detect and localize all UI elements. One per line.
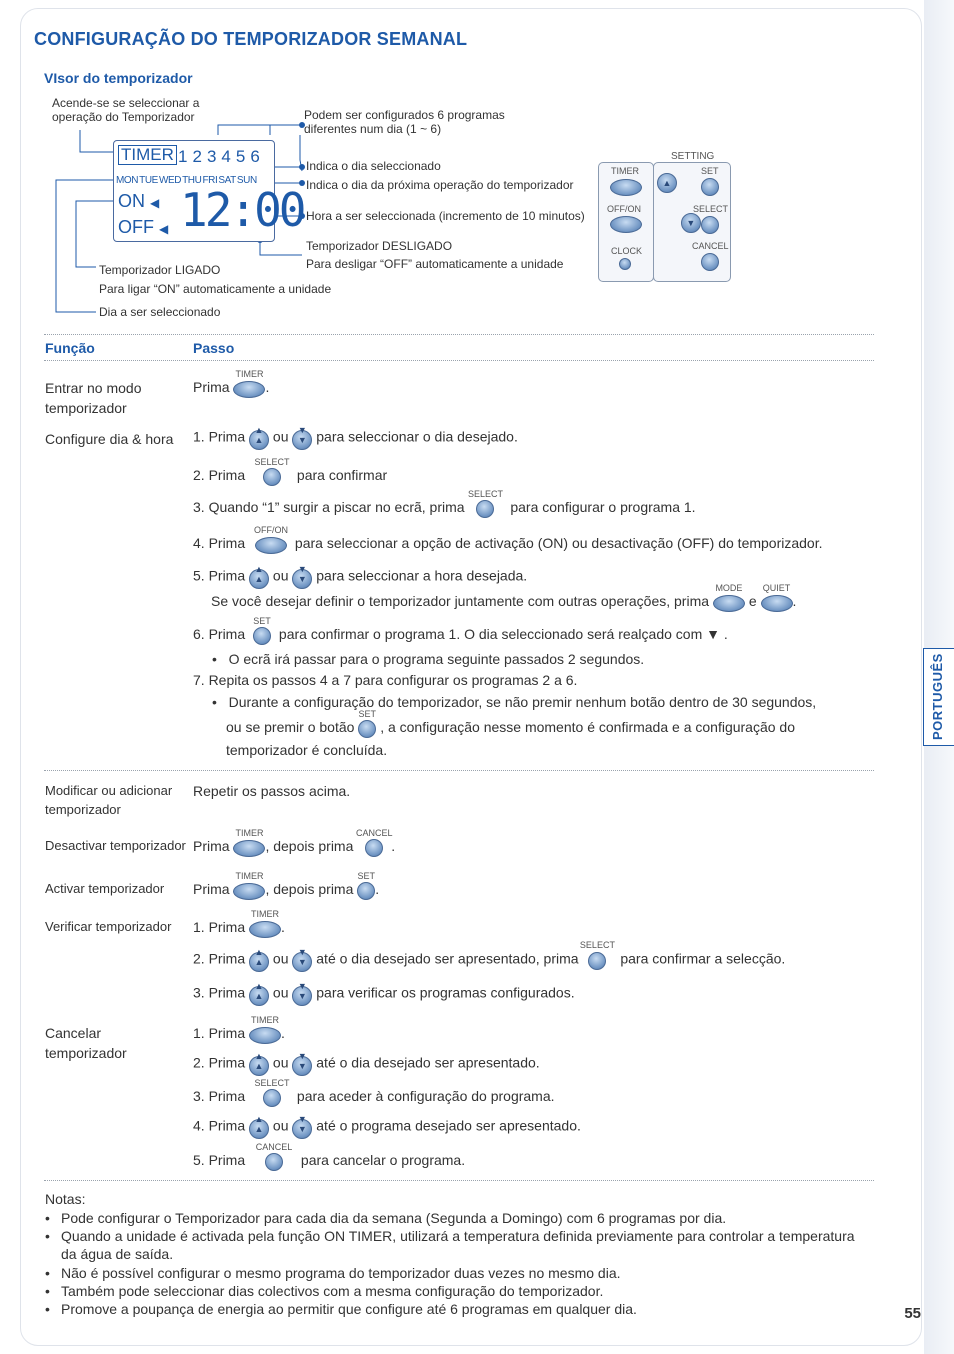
select-label: SELECT bbox=[579, 940, 615, 951]
down-button[interactable] bbox=[292, 1114, 312, 1139]
callout-on-desc: Para ligar “ON” automaticamente a unidade bbox=[99, 282, 332, 296]
step-text: 1. Prima bbox=[193, 428, 246, 445]
note-item: • Não é possível configurar o mesmo programa do temporizador duas vezes no mesmo dia. bbox=[45, 1264, 855, 1282]
note-text: Pode configurar o Temporizador para cada dia da semana (Segunda a Domingo) com 6 programas por dia. bbox=[61, 1210, 727, 1226]
callout-timer-operation: Acende-se se seleccionar a operação do Temporizador bbox=[52, 96, 200, 124]
step-text: , depois prima bbox=[265, 838, 354, 854]
step-text: , depois prima bbox=[265, 881, 354, 897]
set-button[interactable] bbox=[357, 870, 376, 900]
set-label: SET bbox=[357, 870, 376, 881]
lcd-day: FRI bbox=[202, 175, 218, 186]
timer-label: TIMER bbox=[251, 908, 280, 919]
step-text: 3. Quando “1” surgir a piscar no ecrã, prima bbox=[193, 499, 465, 515]
down-arrow-icon: ▼ bbox=[297, 947, 307, 957]
step-config-5 bbox=[193, 565, 527, 589]
remote-cancel-button[interactable] bbox=[701, 253, 719, 271]
up-arrow-icon: ▲ bbox=[254, 564, 264, 574]
step-cancel-4 bbox=[193, 1115, 581, 1139]
lcd-on-label bbox=[118, 191, 159, 212]
cancel-label: CANCEL bbox=[255, 1141, 293, 1152]
remote-right-panel bbox=[653, 162, 731, 282]
callout-hour: Hora a ser seleccionada (incremento de 10 minutos) bbox=[306, 209, 585, 223]
select-button[interactable] bbox=[254, 456, 290, 486]
lcd-time: 12:00 bbox=[180, 183, 304, 237]
divider bbox=[44, 1180, 874, 1181]
step-cancel-3 bbox=[193, 1077, 555, 1107]
note-text: Quando a unidade é activada pela função ON TIMER, utilizará a temperatura definida previamente para controlar a temperatura da água de saída. bbox=[61, 1228, 855, 1262]
lcd-timer-label: TIMER bbox=[118, 145, 177, 165]
select-label: SELECT bbox=[254, 456, 290, 467]
lcd-display bbox=[113, 140, 304, 242]
down-arrow-icon: ▼ bbox=[297, 435, 307, 445]
lcd-off-arrow-icon: ◀ bbox=[159, 222, 169, 236]
set-button[interactable] bbox=[358, 708, 377, 738]
step-text: 3. Prima bbox=[193, 1088, 246, 1104]
language-label: PORTUGUÊS bbox=[930, 653, 945, 741]
step-text: para seleccionar a opção de activação (ON) ou desactivação (OFF) do temporizador. bbox=[294, 535, 823, 551]
quiet-button-icon bbox=[761, 595, 793, 612]
quiet-label: QUIET bbox=[762, 582, 791, 593]
step-text: ou bbox=[272, 1054, 289, 1071]
callout-next-day: Indica o dia da próxima operação do temporizador bbox=[306, 178, 574, 192]
fn-enter: Entrar no modo temporizador bbox=[45, 380, 142, 416]
timer-label: TIMER bbox=[251, 1014, 280, 1025]
step-config-7: 7. Repita os passos 4 a 7 para configurar os programas 2 a 6. bbox=[193, 672, 578, 688]
step-text: . bbox=[792, 593, 797, 609]
step-text: 1. Prima bbox=[193, 1025, 246, 1041]
note-item: • Quando a unidade é activada pela função ON TIMER, utilizará a temperatura definida previamente para controlar a temperatura da água de saída. bbox=[45, 1228, 855, 1262]
callout-programs: Podem ser configurados 6 programas diferentes num dia (1 ~ 6) bbox=[304, 108, 505, 136]
step-text: ou bbox=[272, 950, 289, 967]
lcd-on-text: ON bbox=[118, 191, 145, 211]
step-config-1 bbox=[193, 426, 518, 450]
lcd-day: SAT bbox=[218, 175, 236, 186]
step-config-7-bullet-3: temporizador é concluída. bbox=[226, 742, 388, 758]
lcd-off-label bbox=[118, 217, 168, 238]
offon-button[interactable] bbox=[254, 524, 289, 554]
down-arrow-icon: ▼ bbox=[297, 425, 307, 435]
timer-label: TIMER bbox=[235, 368, 264, 379]
cancel-label: CANCEL bbox=[356, 827, 393, 838]
step-config-7-bullet-2 bbox=[226, 708, 795, 738]
set-label: SET bbox=[358, 708, 377, 719]
step-text: 3. Prima bbox=[193, 984, 246, 1001]
timer-button-icon bbox=[233, 883, 265, 900]
select-label: SELECT bbox=[254, 1077, 290, 1088]
step-text: 2. Prima bbox=[193, 950, 246, 967]
step-text: ou bbox=[272, 1117, 289, 1134]
step-text: para aceder à configuração do programa. bbox=[296, 1088, 555, 1104]
down-arrow-icon: ▼ bbox=[297, 564, 307, 574]
step-modify-1: Repetir os passos acima. bbox=[193, 783, 351, 799]
note-item: • Também pode seleccionar dias colectivos com a mesma configuração do temporizador. bbox=[45, 1282, 855, 1300]
step-text: 4. Prima bbox=[193, 535, 246, 551]
step-text: 5. Prima bbox=[193, 567, 246, 584]
step-text: para verificar os programas configurados. bbox=[316, 984, 575, 1001]
up-arrow-icon: ▲ bbox=[254, 981, 264, 991]
cancel-button[interactable] bbox=[255, 1141, 293, 1171]
step-text: . bbox=[281, 919, 285, 935]
step-verify-3 bbox=[193, 982, 575, 1006]
step-text: . bbox=[281, 1025, 285, 1041]
col-function-header: Função bbox=[45, 340, 95, 356]
remote-select-label: SELECT bbox=[693, 204, 729, 214]
lcd-day: WED bbox=[158, 175, 182, 186]
up-arrow-icon: ▲ bbox=[254, 574, 264, 584]
fn-deactivate: Desactivar temporizador bbox=[45, 838, 186, 853]
step-verify-2 bbox=[193, 940, 786, 972]
step-config-4 bbox=[193, 524, 823, 554]
up-button[interactable] bbox=[249, 564, 269, 589]
step-text: para confirmar bbox=[296, 467, 388, 483]
fn-config: Configure dia & hora bbox=[45, 431, 174, 447]
down-arrow-icon: ▼ bbox=[297, 574, 307, 584]
divider bbox=[44, 770, 874, 771]
remote-clock-button[interactable] bbox=[619, 258, 631, 270]
step-text: . bbox=[265, 379, 270, 395]
fn-activate: Activar temporizador bbox=[45, 881, 165, 896]
fn-modify: Modificar ou adicionar temporizador bbox=[45, 783, 173, 817]
notes-heading: Notas: bbox=[45, 1191, 86, 1207]
step-text: 4. Prima bbox=[193, 1117, 246, 1134]
set-button[interactable] bbox=[253, 615, 271, 645]
step-enter-1 bbox=[193, 368, 270, 398]
timer-button[interactable] bbox=[233, 870, 265, 900]
set-label: SET bbox=[253, 615, 271, 626]
quiet-button[interactable] bbox=[761, 582, 793, 612]
step-text: para seleccionar o dia desejado. bbox=[316, 428, 518, 445]
offon-label: OFF/ON bbox=[254, 524, 289, 535]
timer-button-icon bbox=[249, 1027, 281, 1044]
step-text: e bbox=[748, 593, 757, 609]
up-arrow-icon: ▲ bbox=[254, 435, 264, 445]
step-text: 5. Prima bbox=[193, 1152, 246, 1168]
step-text: Se você desejar definir o temporizador juntamente com outras operações, prima bbox=[211, 593, 710, 609]
lcd-program-number: 6 bbox=[250, 147, 262, 166]
mode-label: MODE bbox=[715, 582, 743, 593]
callout-off-desc: Para desligar “OFF” automaticamente a unidade bbox=[306, 257, 564, 271]
remote-offon-button[interactable] bbox=[610, 216, 642, 233]
step-cancel-2 bbox=[193, 1052, 540, 1076]
lcd-day: THU bbox=[182, 175, 202, 186]
remote-select-button[interactable] bbox=[701, 216, 719, 234]
timer-button[interactable] bbox=[249, 1014, 281, 1044]
timer-button[interactable] bbox=[233, 368, 265, 398]
timer-button-icon bbox=[233, 840, 265, 857]
remote-timer-button[interactable] bbox=[610, 179, 642, 196]
remote-down-button[interactable] bbox=[681, 213, 701, 233]
step-cancel-1 bbox=[193, 1014, 285, 1044]
up-arrow-icon: ▲ bbox=[254, 957, 264, 967]
up-button[interactable] bbox=[249, 425, 269, 450]
page-number: 55 bbox=[904, 1305, 921, 1322]
remote-left-panel bbox=[598, 162, 654, 282]
down-button[interactable] bbox=[292, 425, 312, 450]
down-button[interactable] bbox=[292, 981, 312, 1006]
step-text: , a configuração nesse momento é confirmada e a configuração do bbox=[380, 719, 795, 735]
step-config-3 bbox=[193, 488, 696, 518]
remote-timer-label: TIMER bbox=[611, 166, 639, 176]
remote-set-button[interactable] bbox=[701, 178, 719, 196]
step-config-5-extra bbox=[211, 582, 797, 612]
step-text: para confirmar a selecção. bbox=[620, 950, 786, 967]
down-arrow-icon: ▼ bbox=[297, 1061, 307, 1071]
lcd-program-numbers bbox=[178, 147, 265, 167]
up-arrow-icon: ▲ bbox=[254, 1114, 264, 1124]
step-activate-1 bbox=[193, 870, 380, 900]
lcd-program-number: 1 bbox=[178, 147, 190, 166]
down-arrow-icon: ▼ bbox=[297, 957, 307, 967]
up-button[interactable] bbox=[249, 981, 269, 1006]
select-button[interactable] bbox=[467, 488, 503, 518]
step-text: Prima bbox=[193, 379, 230, 395]
up-button[interactable] bbox=[249, 947, 269, 972]
step-text: Prima bbox=[193, 881, 230, 897]
cancel-button[interactable] bbox=[356, 827, 393, 857]
step-text: até o dia desejado ser apresentado. bbox=[316, 1054, 540, 1071]
callout-on-title: Temporizador LIGADO bbox=[99, 263, 221, 277]
step-text: 2. Prima bbox=[193, 467, 246, 483]
timer-button-icon bbox=[249, 921, 281, 938]
offon-button-icon bbox=[255, 537, 287, 554]
down-arrow-icon: ▼ bbox=[297, 1051, 307, 1061]
step-text: Durante a configuração do temporizador, se não premir nenhum botão dentro de 30 segundos, bbox=[228, 694, 817, 710]
step-text: para confirmar o programa 1. O dia seleccionado será realçado com ▼ . bbox=[278, 626, 728, 642]
lcd-off-text: OFF bbox=[118, 217, 154, 237]
step-text: ou bbox=[272, 984, 289, 1001]
mode-button[interactable] bbox=[713, 582, 745, 612]
up-button[interactable] bbox=[249, 1114, 269, 1139]
step-text: ou bbox=[272, 567, 289, 584]
page-title: CONFIGURAÇÃO DO TEMPORIZADOR SEMANAL bbox=[34, 29, 468, 49]
remote-offon-label: OFF/ON bbox=[607, 204, 641, 214]
lcd-on-arrow-icon: ◀ bbox=[150, 196, 160, 210]
timer-button[interactable] bbox=[249, 908, 281, 938]
down-arrow-icon: ▼ bbox=[297, 981, 307, 991]
fn-cancel: Cancelar temporizador bbox=[45, 1025, 127, 1061]
note-item: • Promove a poupança de energia ao permitir que configure até 6 programas em qualquer dia. bbox=[45, 1300, 855, 1318]
down-arrow-icon: ▼ bbox=[297, 991, 307, 1001]
lcd-program-number: 5 bbox=[235, 147, 248, 166]
step-text: 1. Prima bbox=[193, 919, 246, 935]
step-cancel-5 bbox=[193, 1141, 466, 1171]
lcd-day: TUE bbox=[139, 175, 158, 186]
mode-button-icon bbox=[713, 595, 745, 612]
up-arrow-icon: ▲ bbox=[254, 947, 264, 957]
note-text: Não é possível configurar o mesmo programa do temporizador duas vezes no mesmo dia. bbox=[61, 1265, 621, 1281]
step-config-6 bbox=[193, 615, 728, 645]
select-button[interactable] bbox=[254, 1077, 290, 1107]
down-button[interactable] bbox=[292, 1051, 312, 1076]
timer-button[interactable] bbox=[233, 827, 265, 857]
section-subtitle: VIsor do temporizador bbox=[44, 70, 193, 86]
up-arrow-icon: ▲ bbox=[254, 1124, 264, 1134]
fn-verify: Verificar temporizador bbox=[45, 919, 172, 934]
step-text: ou bbox=[272, 428, 289, 445]
step-config-6-bullet: • O ecrã irá passar para o programa seguinte passados 2 segundos. bbox=[212, 651, 645, 667]
step-text: . bbox=[375, 881, 380, 897]
lcd-day: MON bbox=[116, 175, 139, 186]
lcd-day: SUN bbox=[236, 175, 257, 186]
step-text: para seleccionar a hora desejada. bbox=[316, 567, 528, 584]
note-text: Também pode seleccionar dias colectivos com a mesma configuração do temporizador. bbox=[61, 1283, 604, 1299]
step-text: até o dia desejado ser apresentado, prima bbox=[316, 950, 579, 967]
timer-button-icon bbox=[233, 381, 265, 398]
divider bbox=[44, 334, 874, 335]
callout-day-to-select: Dia a ser seleccionado bbox=[99, 305, 221, 319]
step-text: ou se premir o botão bbox=[226, 719, 355, 735]
remote-set-label: SET bbox=[701, 166, 719, 176]
step-text: Prima bbox=[193, 838, 230, 854]
up-arrow-icon: ▲ bbox=[662, 178, 672, 188]
down-button[interactable] bbox=[292, 564, 312, 589]
lcd-program-number: 3 bbox=[206, 147, 219, 166]
down-arrow-icon: ▼ bbox=[297, 1114, 307, 1124]
timer-label: TIMER bbox=[235, 827, 264, 838]
step-text: até o programa desejado ser apresentado. bbox=[316, 1117, 581, 1134]
step-text: 6. Prima bbox=[193, 626, 246, 642]
step-deactivate-1 bbox=[193, 827, 396, 857]
step-config-2 bbox=[193, 456, 388, 486]
timer-label: TIMER bbox=[235, 870, 264, 881]
remote-cancel-label: CANCEL bbox=[692, 241, 729, 251]
step-config-7-bullet: • Durante a configuração do temporizador, se não premir nenhum botão dentro de 30 segundos, bbox=[212, 694, 817, 710]
lcd-program-number: 4 bbox=[221, 147, 233, 166]
lcd-program-number: 2 bbox=[192, 147, 204, 166]
down-button[interactable] bbox=[292, 947, 312, 972]
select-label: SELECT bbox=[467, 488, 503, 499]
up-arrow-icon: ▲ bbox=[254, 991, 264, 1001]
up-arrow-icon: ▲ bbox=[254, 1061, 264, 1071]
step-text: 2. Prima bbox=[193, 1054, 246, 1071]
step-text: para cancelar o programa. bbox=[300, 1152, 466, 1168]
step-verify-1 bbox=[193, 908, 285, 938]
step-text: O ecrã irá passar para o programa seguinte passados 2 segundos. bbox=[228, 651, 645, 667]
up-arrow-icon: ▲ bbox=[254, 425, 264, 435]
remote-clock-label: CLOCK bbox=[611, 246, 643, 256]
step-text: . bbox=[391, 838, 396, 854]
col-step-header: Passo bbox=[193, 340, 235, 356]
note-item: • Pode configurar o Temporizador para cada dia da semana (Segunda a Domingo) com 6 programas por dia. bbox=[45, 1209, 855, 1227]
up-arrow-icon: ▲ bbox=[254, 1051, 264, 1061]
remote-setting-label: SETTING bbox=[671, 151, 715, 162]
note-text: Promove a poupança de energia ao permitir que configure até 6 programas em qualquer dia. bbox=[61, 1301, 637, 1317]
remote-up-button[interactable] bbox=[657, 173, 677, 193]
down-arrow-icon: ▼ bbox=[297, 1124, 307, 1134]
divider bbox=[44, 360, 874, 361]
callout-off-title: Temporizador DESLIGADO bbox=[306, 239, 453, 253]
callout-day-selected: Indica o dia seleccionado bbox=[306, 159, 441, 173]
step-text: para configurar o programa 1. bbox=[510, 499, 696, 515]
select-button[interactable] bbox=[579, 940, 615, 969]
down-arrow-icon: ▼ bbox=[686, 218, 696, 228]
